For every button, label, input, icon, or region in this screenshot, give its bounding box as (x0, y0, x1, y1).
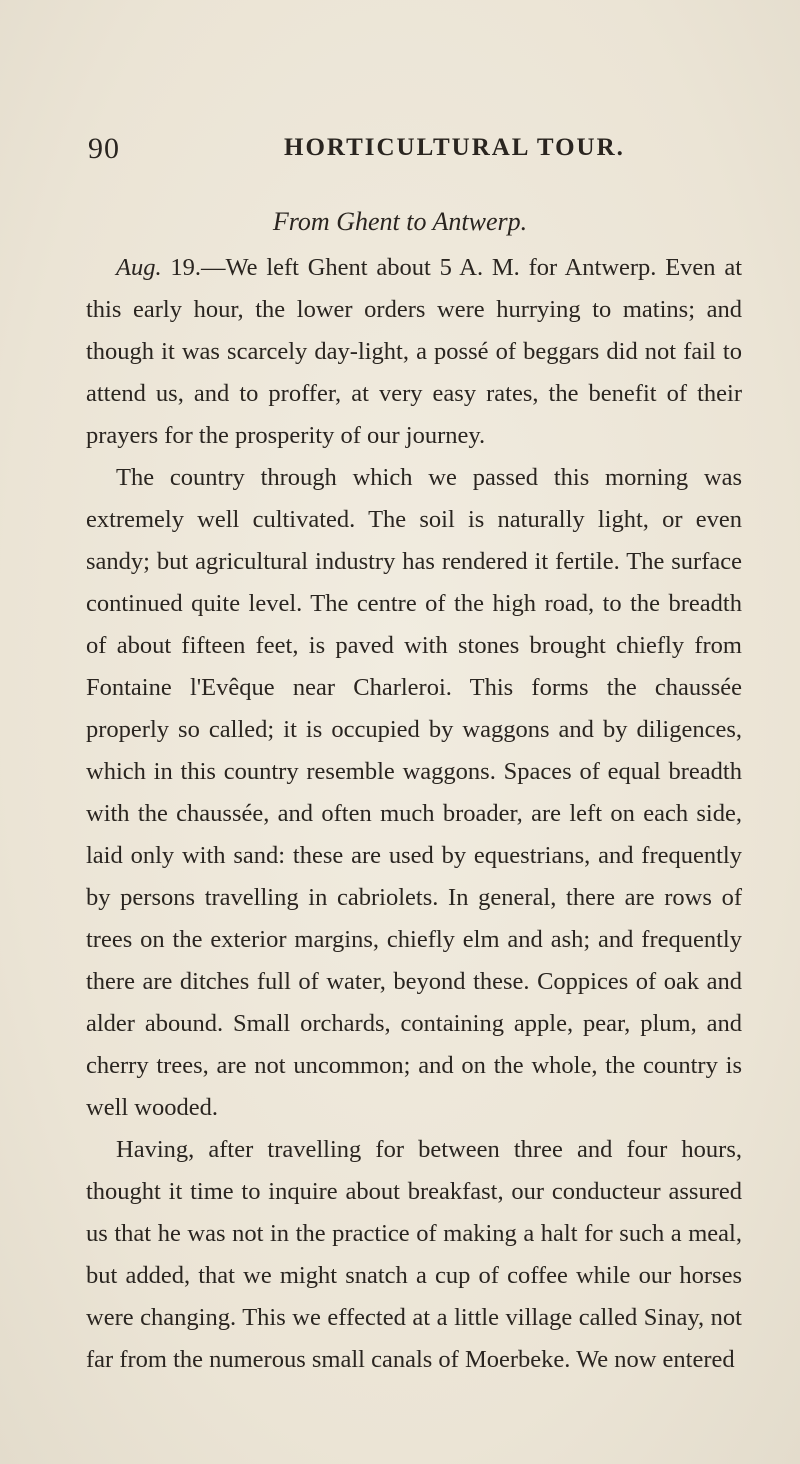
running-title: HORTICULTURAL TOUR. (284, 134, 625, 161)
page-number: 90 (88, 132, 120, 165)
section-heading: From Ghent to Antwerp. (272, 207, 528, 236)
body-text (86, 247, 742, 1381)
date-lead: Aug. (116, 254, 162, 281)
paragraph (86, 247, 742, 457)
paragraph-text: Having, after travelling for between three and four hours, thought it time to inquire about breakfast, our conducteur assured us that he was not in the practice of making a halt for such a meal, but added, that we might snatch a cup of coffee while our horses were changing. This we effected at a little village called Sinay, not far from the numerous small canals of Moerbeke. We now entered (86, 1136, 742, 1373)
paragraph (86, 1129, 742, 1381)
running-head (88, 132, 740, 172)
paragraph-text: The country through which we passed this morning was extremely well cultivated. The soil is naturally light, or even sandy; but agricultural industry has rendered it fertile. The surface continued quite level. The centre of the high road, to the breadth of about fifteen feet, is paved with stones brought chiefly from Fontaine l'Evêque near Charleroi. This forms the chaussée properly so called; it is occupied by waggons and by diligences, which in this country resemble waggons. Spaces of equal breadth with the chaussée, and often much broader, are left on each side, laid only with sand: these are used by equestrians, and frequently by persons travelling in cabriolets. In general, there are rows of trees on the exterior margins, chiefly elm and ash; and frequently there are ditches full of water, beyond these. Coppices of oak and alder abound. Small orchards, containing apple, pear, plum, and cherry trees, are not uncommon; and on the whole, the country is well wooded. (86, 464, 742, 1121)
paragraph (86, 457, 742, 1129)
paragraph-text: 19.—We left Ghent about 5 A. M. for Antwerp. Even at this early hour, the lower orders were hurrying to matins; and though it was scarcely day-light, a possé of beggars did not fail to attend us, and to proffer, at very easy rates, the benefit of their prayers for the prosperity of our journey. (86, 254, 742, 449)
